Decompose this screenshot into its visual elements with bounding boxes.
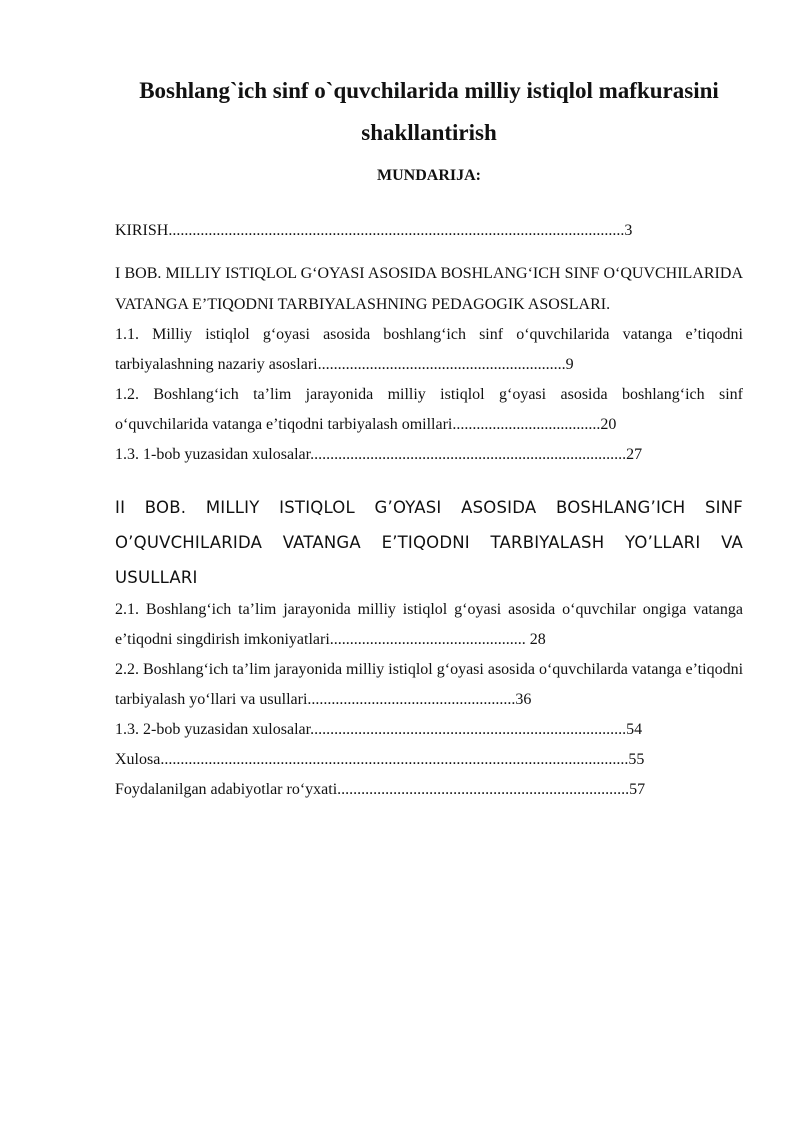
- toc-entry-kirish: KIRISH..................................................................................................................3: [115, 222, 633, 239]
- document-title: Boshlang`ich sinf o`quvchilarida milliy istiqlol mafkurasini shakllantirish: [139, 78, 719, 145]
- toc-entry-1-1: 1.1. Milliy istiqlol g‘oyasi asosida boshlang‘ich sinf o‘quvchilarida vatanga e’tiqodni tarbiyalashning nazariy asoslari..............................................................9: [115, 326, 743, 373]
- toc-chapter-2-heading: II BOB. MILLIY ISTIQLOL G’OYASI ASOSIDA BOSHLANG’ICH SINF O’QUVCHILARIDA VATANGA E’TIQODNI TARBIYALASH YO’LLARI VA USULLARI: [115, 498, 743, 587]
- toc-entry-references: Foydalanilgan adabiyotlar ro‘yxati.........................................................................57: [115, 781, 646, 798]
- document-page: [115, 70, 743, 805]
- contents-heading: MUNDARIJA:: [377, 167, 481, 184]
- toc-entry-2-1: 2.1. Boshlang‘ich ta’lim jarayonida milliy istiqlol g‘oyasi asosida o‘quvchilar ongiga vatanga e’tiqodni singdirish imkoniyatlari................................................. 28: [115, 601, 743, 648]
- toc-entry-2-2: 2.2. Boshlang‘ich ta’lim jarayonida milliy istiqlol g‘oyasi asosida o‘quvchilarda vatanga e’tiqodni tarbiyalash yo‘llari va usullari....................................................36: [115, 661, 744, 708]
- toc-entry-2-3: 1.3. 2-bob yuzasidan xulosalar...............................................................................54: [115, 721, 643, 738]
- toc-entry-1-3: 1.3. 1-bob yuzasidan xulosalar...............................................................................27: [115, 446, 643, 463]
- toc-chapter-1-heading: I BOB. MILLIY ISTIQLOL G‘OYASI ASOSIDA BOSHLANG‘ICH SINF O‘QUVCHILARIDA VATANGA E’TIQODNI TARBIYALASHNING PEDAGOGIK ASOSLARI.: [115, 265, 743, 313]
- toc-entry-1-2: 1.2. Boshlang‘ich ta’lim jarayonida milliy istiqlol g‘oyasi asosida boshlang‘ich sinf o‘quvchilarida vatanga e’tiqodni tarbiyalash omillari.....................................20: [115, 386, 743, 433]
- toc-entry-xulosa: Xulosa.....................................................................................................................55: [115, 751, 645, 768]
